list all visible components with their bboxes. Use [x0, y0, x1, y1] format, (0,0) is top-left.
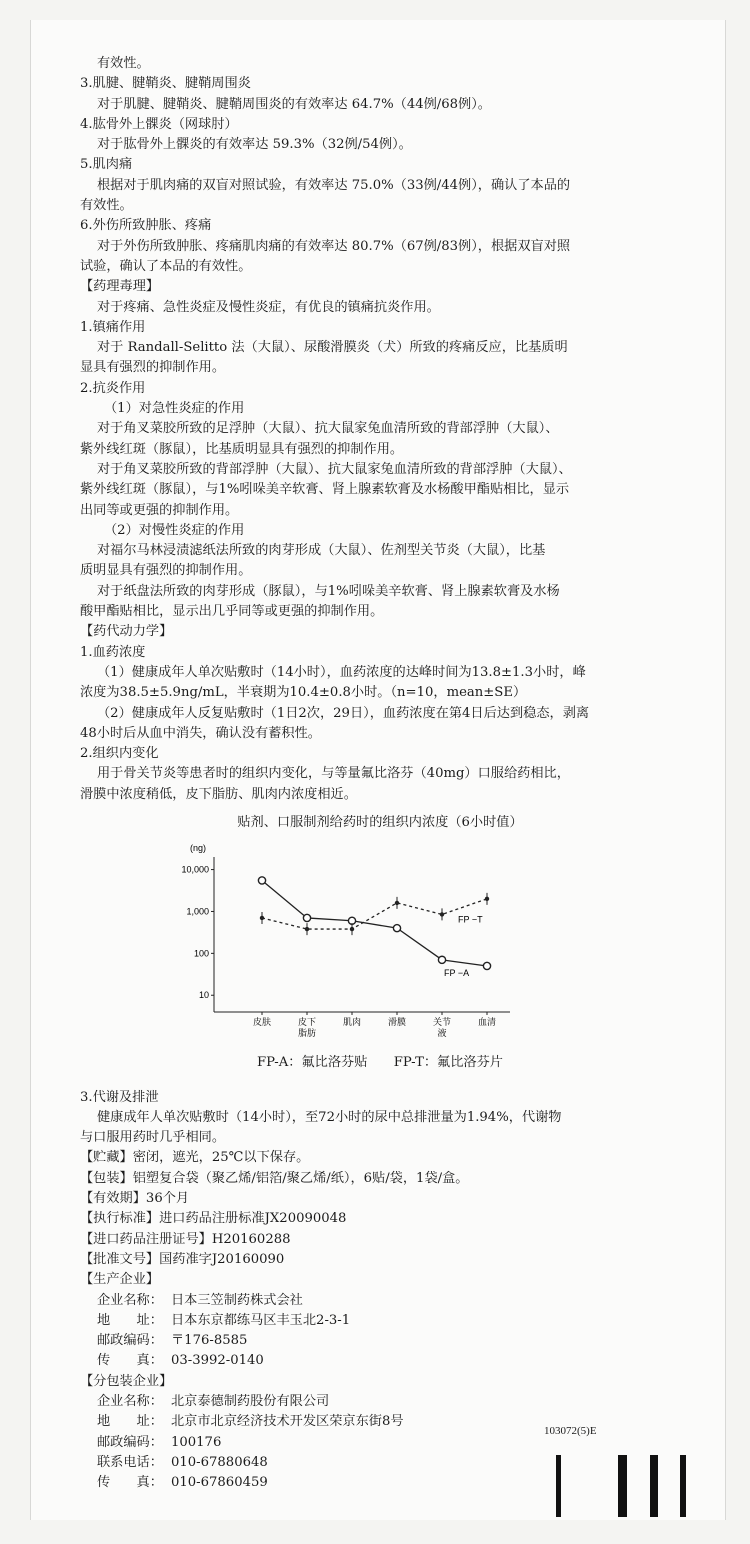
data-point [303, 915, 310, 922]
info-value: 日本东京都练马区丰玉北2-3-1 [171, 1312, 351, 1328]
series-label-fpa: FP −A [444, 968, 470, 979]
text-line: 紫外线红斑（豚鼠），比基质明显具有强烈的抑制作用。 [80, 441, 404, 457]
info-row [97, 1311, 680, 1331]
series-label-fpt: FP −T [458, 914, 483, 925]
data-point [483, 963, 490, 970]
section-heading: 4.肱骨外上髁炎（网球肘） [80, 116, 238, 132]
producer-info [80, 1291, 680, 1372]
barcode-bar [556, 1455, 561, 1517]
y-tick-label: 100 [193, 948, 209, 959]
info-value: 010-67860459 [171, 1475, 268, 1491]
info-label: 传 真： [97, 1475, 163, 1491]
text-line: （2）健康成年人反复贴敷时（1日2次，29日），血药浓度在第4日后达到稳态，剥离 [97, 705, 590, 721]
info-row [97, 1331, 680, 1351]
data-point [305, 927, 309, 931]
info-row [97, 1473, 680, 1493]
packer-heading: 【分包装企业】 [80, 1373, 173, 1389]
text-line: 与口服用药时几乎相同。 [80, 1130, 226, 1146]
x-tick-label: 滑膜 [387, 1018, 407, 1029]
section-heading: 1.镇痛作用 [80, 319, 146, 335]
text-line: 对于疼痛、急性炎症及慢性炎症，有优良的镇痛抗炎作用。 [97, 299, 440, 315]
text-line: 质明显具有强烈的抑制作用。 [80, 563, 252, 579]
info-label: 地 址： [97, 1312, 163, 1328]
approval-number-line: 【批准文号】国药准字J20160090 [80, 1251, 285, 1267]
concentration-chart [80, 837, 680, 1051]
y-tick-label: 10 [198, 990, 209, 1001]
text-line: 出同等或更强的抑制作用。 [80, 502, 239, 518]
info-value: 北京泰德制药股份有限公司 [171, 1394, 330, 1410]
section-heading: 【药理毒理】 [80, 279, 160, 295]
data-point [440, 912, 444, 916]
data-point [258, 877, 265, 884]
y-tick-label: 10,000 [181, 864, 209, 875]
text-line: 48小时后从血中消失，确认没有蓄积性。 [80, 725, 321, 741]
data-point [350, 927, 354, 931]
text-line: 显具有强烈的抑制作用。 [80, 360, 226, 376]
data-point [438, 957, 445, 964]
info-label: 企业名称： [97, 1292, 163, 1308]
info-value: 日本三笠制药株式会社 [171, 1292, 303, 1308]
section-heading: 6.外伤所致肿胀、疼痛 [80, 218, 212, 234]
document-code: 103072(5)E [544, 1425, 597, 1437]
info-label: 邮政编码： [97, 1333, 163, 1349]
section-heading: 2.组织内变化 [80, 746, 159, 762]
text-line: 对于肱骨外上髁炎的有效率达 59.3%（32例/54例）。 [97, 137, 412, 153]
text-line: 用于骨关节炎等患者时的组织内变化，与等量氟比洛芬（40mg）口服给药相比， [97, 766, 570, 782]
barcode-bar [650, 1455, 658, 1517]
text-line: 试验，确认了本品的有效性。 [80, 258, 252, 274]
info-label: 传 真： [97, 1353, 163, 1369]
data-point [395, 901, 399, 905]
text-line: 对福尔马林浸渍滤纸法所致的肉芽形成（大鼠）、佐剂型关节炎（大鼠），比基 [97, 543, 546, 559]
packer-info [80, 1392, 680, 1493]
section-heading: 【药代动力学】 [80, 624, 173, 640]
text-line: 健康成年人单次贴敷时（14小时），至72小时的尿中总排泄量为1.94%，代谢物 [97, 1109, 562, 1125]
chart-legend: FP-A：氟比洛芬贴 FP-T：氟比洛芬片 [257, 1055, 503, 1071]
info-row [97, 1392, 680, 1412]
text-line: 根据对于肌肉痛的双盲对照试验，有效率达 75.0%（33例/44例），确认了本品的 [97, 177, 571, 193]
info-row [97, 1453, 680, 1473]
data-point [260, 916, 264, 920]
producer-heading: 【生产企业】 [80, 1272, 160, 1288]
info-row [97, 1351, 680, 1371]
info-value: 〒176-8585 [171, 1333, 248, 1349]
series-line [262, 881, 487, 967]
text-line: 对于角叉菜胶所致的足浮肿（大鼠）、抗大鼠家兔血清所致的背部浮肿（大鼠）、 [97, 421, 559, 437]
info-row [97, 1291, 680, 1311]
info-label: 企业名称： [97, 1394, 163, 1410]
x-tick-label: 皮肤 [252, 1018, 272, 1029]
subsection-heading: （2）对慢性炎症的作用 [104, 522, 245, 538]
info-label: 邮政编码： [97, 1434, 163, 1450]
section-heading: 2.抗炎作用 [80, 380, 146, 396]
text-line: 对于肌腱、腱鞘炎、腱鞘周围炎的有效率达 64.7%（44例/68例）。 [97, 96, 491, 112]
standard-line: 【执行标准】进口药品注册标准JX20090048 [80, 1211, 347, 1227]
y-unit-label: (ng) [190, 843, 207, 854]
section-heading: 3.代谢及排泄 [80, 1089, 159, 1105]
import-license-line: 【进口药品注册证号】H20160288 [80, 1231, 291, 1247]
text-line: 紫外线红斑（豚鼠），与1%吲哚美辛软膏、肾上腺素软膏及水杨酸甲酯贴相比，显示 [80, 482, 570, 498]
text-line: 对于 Randall-Selitto 法（大鼠）、尿酸滑膜炎（犬）所致的疼痛反应，比基质明 [97, 340, 568, 356]
leaflet-content [80, 54, 680, 1494]
info-value: 100176 [171, 1434, 222, 1450]
text-line: 滑膜中浓度稍低，皮下脂肪、肌肉内浓度相近。 [80, 786, 357, 802]
text-line: 对于外伤所致肿胀、疼痛肌肉痛的有效率达 80.7%（67例/83例），根据双盲对照 [97, 238, 571, 254]
section-heading: 5.肌肉痛 [80, 157, 133, 173]
y-tick-label: 1,000 [186, 906, 209, 917]
text-line: 对于角叉菜胶所致的背部浮肿（大鼠）、抗大鼠家兔血清所致的背部浮肿（大鼠）、 [97, 461, 572, 477]
text-line: 有效性。 [97, 56, 150, 71]
data-point [485, 897, 489, 901]
x-tick-label: 皮下脂肪 [297, 1018, 317, 1040]
x-tick-label: 肌肉 [342, 1018, 362, 1029]
info-value: 北京市北京经济技术开发区荣京东街8号 [171, 1414, 404, 1430]
package-line: 【包装】铝塑复合袋（聚乙烯/铝箔/聚乙烯/纸），6贴/袋，1袋/盒。 [80, 1170, 469, 1186]
x-tick-label: 关节液 [432, 1018, 452, 1040]
shelf-life-line: 【有效期】36个月 [80, 1191, 190, 1207]
section-heading: 3.肌腱、腱鞘炎、腱鞘周围炎 [80, 76, 251, 92]
text-line: 酸甲酯贴相比，显示出几乎同等或更强的抑制作用。 [80, 604, 384, 620]
storage-line: 【贮藏】密闭，遮光，25℃以下保存。 [80, 1150, 310, 1166]
text-line: 有效性。 [80, 198, 133, 214]
data-point [393, 925, 400, 932]
chart-title: 贴剂、口服制剂给药时的组织内浓度（6小时值） [237, 814, 523, 830]
barcode-bar [618, 1455, 627, 1517]
text-line: 对于纸盘法所致的肉芽形成（豚鼠），与1%吲哚美辛软膏、肾上腺素软膏及水杨 [97, 583, 560, 599]
text-line: 浓度为38.5±5.9ng/mL，半衰期为10.4±0.8小时。（n=10，mean±SE） [80, 685, 527, 701]
text-line: （1）健康成年人单次贴敷时（14小时），血药浓度的达峰时间为13.8±1.3小时，峰 [97, 664, 586, 680]
subsection-heading: （1）对急性炎症的作用 [104, 401, 245, 417]
chart-svg [80, 837, 680, 1051]
section-heading: 1.血药浓度 [80, 644, 146, 660]
info-label: 地 址： [97, 1414, 163, 1430]
barcode-bar [680, 1455, 686, 1517]
x-tick-label: 血清 [477, 1018, 497, 1029]
info-value: 010-67880648 [171, 1454, 268, 1470]
info-value: 03-3992-0140 [171, 1353, 264, 1369]
info-label: 联系电话： [97, 1454, 163, 1470]
